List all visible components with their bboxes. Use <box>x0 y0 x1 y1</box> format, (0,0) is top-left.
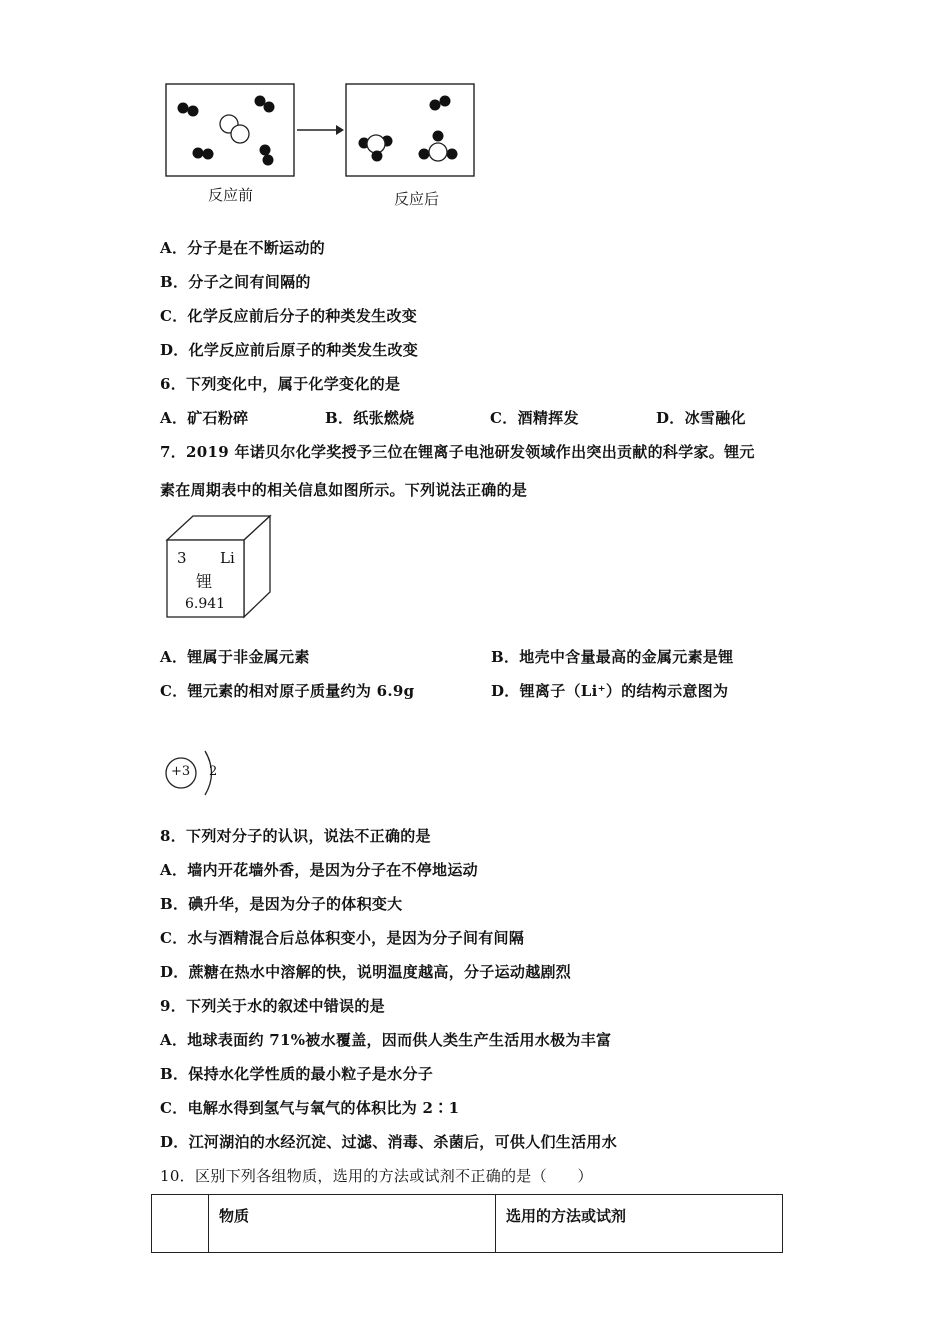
atomic-mass: 6.941 <box>185 596 226 612</box>
q9-option-d: D．江河湖泊的水经沉淀、过滤、消毒、杀菌后，可供人们生活用水 <box>160 1133 618 1151</box>
q7-option-b: B．地壳中含量最高的金属元素是锂 <box>491 648 734 666</box>
q7-option-d: D．锂离子（Li⁺）的结构示意图为 <box>491 682 729 700</box>
q7-stem-line1: 7．2019 年诺贝尔化学奖授予三位在锂离子电池研发领域作出突出贡献的科学家。锂元 <box>160 443 755 461</box>
table-header-substance: 物质 <box>209 1195 496 1253</box>
q7-option-c: C．锂元素的相对原子质量约为 6.9g <box>160 682 415 700</box>
q6-option-b: B．纸张燃烧 <box>325 409 415 427</box>
before-caption: 反应前 <box>208 186 254 204</box>
table-header-method: 选用的方法或试剂 <box>496 1195 783 1253</box>
li-ion-structure-diagram <box>162 747 232 799</box>
atomic-number: 3 <box>177 549 187 567</box>
reaction-figure <box>160 80 490 210</box>
q6-option-d: D．冰雪融化 <box>656 409 746 427</box>
q5-option-b: B．分子之间有间隔的 <box>160 273 311 291</box>
q5-option-d: D．化学反应前后原子的种类发生改变 <box>160 341 419 359</box>
q8-option-a: A．墙内开花墙外香，是因为分子在不停地运动 <box>160 861 478 879</box>
q8-option-c: C．水与酒精混合后总体积变小，是因为分子间有间隔 <box>160 929 525 947</box>
element-symbol: Li <box>220 549 235 567</box>
q5-option-c: C．化学反应前后分子的种类发生改变 <box>160 307 418 325</box>
shell-electron-count: 2 <box>209 764 218 779</box>
table-header-index <box>152 1195 209 1253</box>
after-caption: 反应后 <box>394 190 440 208</box>
nucleus-charge: +3 <box>171 764 191 779</box>
element-name: 锂 <box>196 572 213 591</box>
q9-option-c: C．电解水得到氢气与氧气的体积比为 2∶1 <box>160 1099 460 1117</box>
q8-option-d: D．蔗糖在热水中溶解的快，说明温度越高，分子运动越剧烈 <box>160 963 572 981</box>
q7-option-a: A．锂属于非金属元素 <box>160 648 310 666</box>
element-cell <box>160 512 280 622</box>
q9-stem: 9．下列关于水的叙述中错误的是 <box>160 997 385 1015</box>
q5-option-a: A．分子是在不断运动的 <box>160 239 325 257</box>
q10-stem: 10．区别下列各组物质，选用的方法或试剂不正确的是（ ） <box>160 1167 593 1185</box>
q9-option-a: A．地球表面约 71%被水覆盖，因而供人类生产生活用水极为丰富 <box>160 1031 612 1049</box>
q7-stem-line2: 素在周期表中的相关信息如图所示。下列说法正确的是 <box>160 481 528 499</box>
q6-stem: 6．下列变化中，属于化学变化的是 <box>160 375 401 393</box>
q8-option-b: B．碘升华，是因为分子的体积变大 <box>160 895 403 913</box>
q9-option-b: B．保持水化学性质的最小粒子是水分子 <box>160 1065 434 1083</box>
table-header-row <box>152 1195 783 1253</box>
q8-stem: 8．下列对分子的认识，说法不正确的是 <box>160 827 431 845</box>
q6-option-c: C．酒精挥发 <box>490 409 579 427</box>
reaction-diagram <box>160 80 490 190</box>
q10-table <box>151 1194 783 1253</box>
q6-option-a: A．矿石粉碎 <box>160 409 249 427</box>
